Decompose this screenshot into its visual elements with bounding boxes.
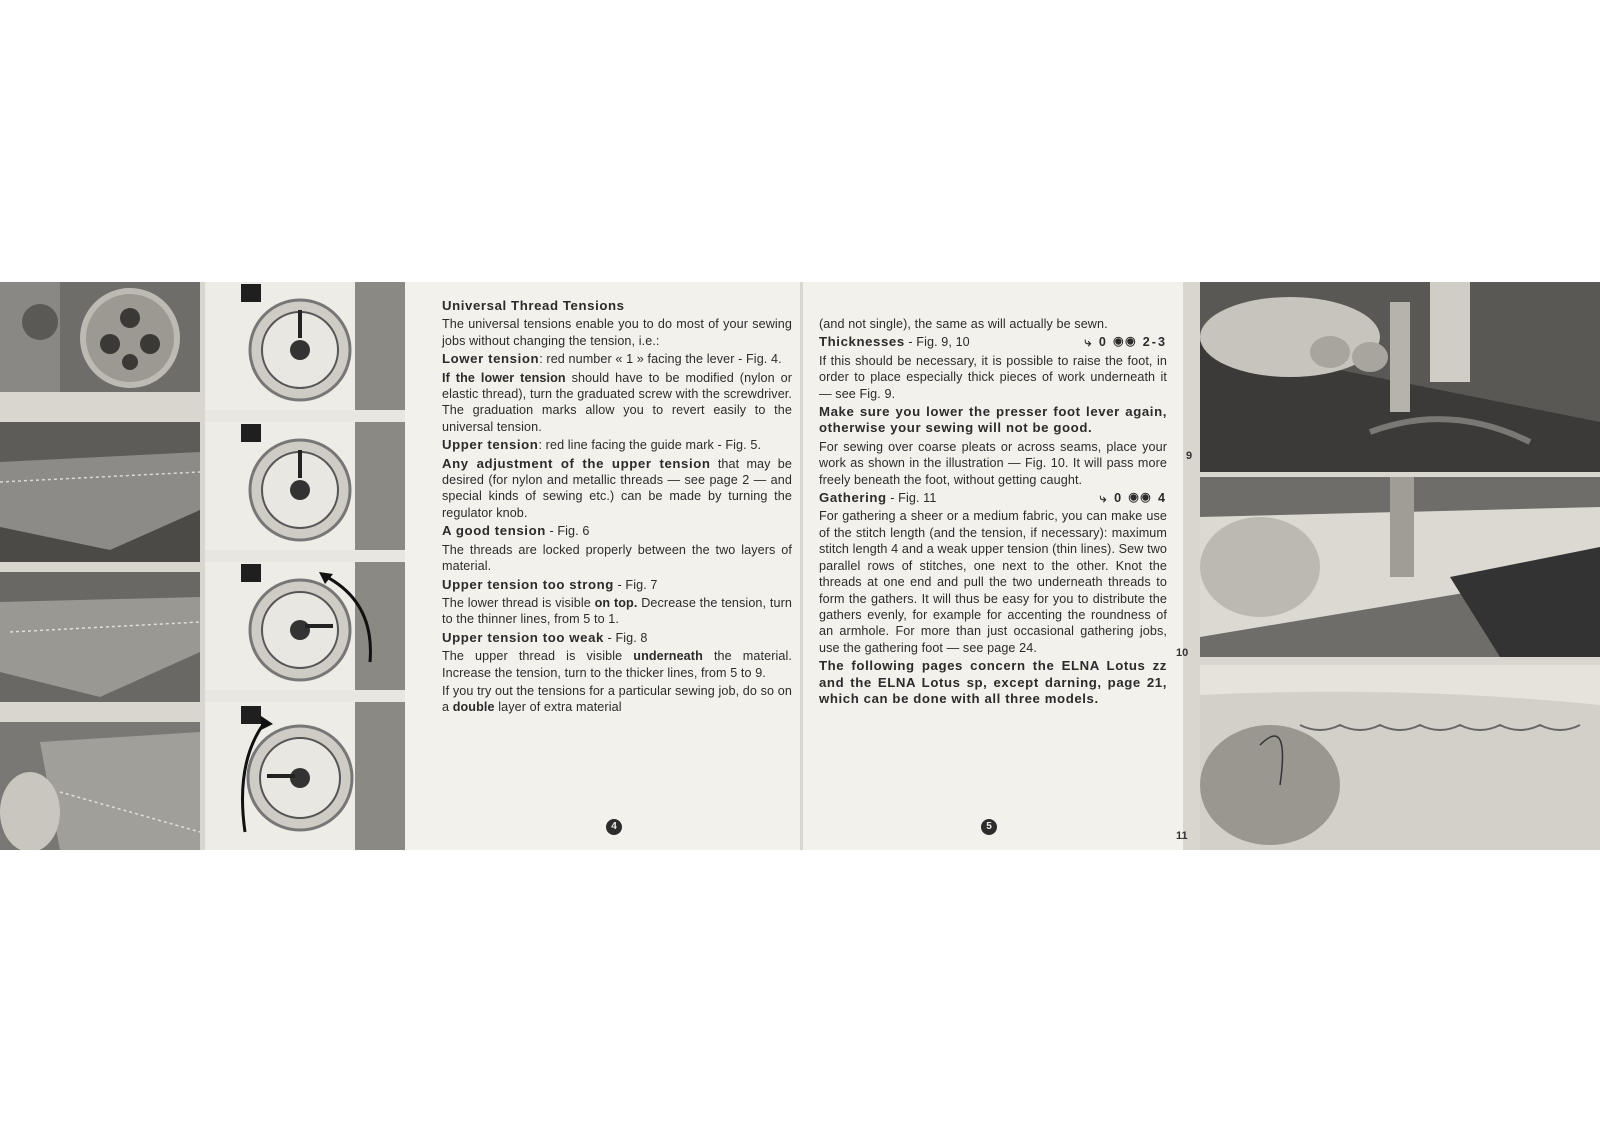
thicknesses-heading: Thicknesses - Fig. 9, 10 ⤷ 0 ◉◉ 2-3 — [819, 334, 1167, 350]
too-weak-heading: Upper tension too weak - Fig. 8 — [442, 629, 648, 645]
intro-paragraph: The universal tensions enable you to do most of your sewing jobs without changing the tension, i.e.: — [442, 317, 792, 348]
dial-photo-fig7 — [205, 562, 405, 690]
continued-text: (and not single), the same as will actually be sewn. — [819, 317, 1108, 331]
manual-spread — [0, 282, 1600, 850]
page-number-4: 4 — [606, 819, 622, 835]
fig-number-9: 9 — [1186, 450, 1193, 462]
too-weak-text: The upper thread is visible underneath the material. Increase the tension, turn to the thicker lines, from 5 to 9. — [442, 649, 792, 680]
fig-number-11: 11 — [1176, 830, 1188, 842]
page-5-text — [819, 316, 1167, 709]
left-photo-column — [0, 282, 200, 850]
make-sure-warning: Make sure you lower the presser foot lever again, otherwise your sewing will not be good. — [819, 404, 1167, 436]
fabric-photo-good-tension — [0, 422, 200, 562]
sewing-photo-fig10 — [1200, 477, 1600, 657]
stitch-setting-symbol: ⤷ 0 ◉◉ 4 — [1099, 491, 1167, 506]
lower-tension-paragraph: Lower tension: red number « 1 » facing the lever - Fig. 4. — [442, 351, 782, 367]
thicknesses-text: If this should be necessary, it is possible to raise the foot, in order to place especially thick pieces of work underneath it — see Fig. 9. — [819, 353, 1167, 401]
fig-number-10: 10 — [1176, 647, 1189, 659]
sewing-photo-fig11 — [1200, 665, 1600, 850]
dial-photo-fig6 — [205, 422, 405, 550]
good-tension-heading: A good tension - Fig. 6 — [442, 523, 590, 539]
good-tension-text: The threads are locked properly between the two layers of material. — [442, 542, 792, 574]
tryout-text: If you try out the tensions for a particular sewing job, do so on a double layer of extra material — [442, 683, 792, 715]
manual-page-5 — [803, 282, 1183, 850]
coarse-pleats-text: For sewing over coarse pleats or across seams, place your work as shown in the illustration — Fig. 10. It will pass more freely beneath the foot, without getting caught. — [819, 439, 1167, 487]
any-adjustment-paragraph: Any adjustment of the upper tension that may be desired (for nylon and metallic threads — see page 2 — and special kinds of sewing etc.) can be made by turning the regulator knob. — [442, 455, 793, 520]
gathering-heading: Gathering - Fig. 11 ⤷ 0 ◉◉ 4 — [819, 490, 1167, 506]
gathering-text: For gathering a sheer or a medium fabric, you can make use of the stitch length (and the tension, if necessary): maximum stitch length 4 and a weak upper tension (thin lines). Sew two parallel rows of stitches, one next to the other. Knot the threads at one end and pull the two underneath threads to form the gathers. It will thus be easy for you to distribute the gathers evenly, for example for accenting the roundness of an armhole. For more than just occasional gathering jobs, use the gathering foot — see page 24. — [819, 509, 1167, 655]
dial-photo-column — [205, 282, 405, 850]
dial-photo-fig4-5 — [205, 282, 405, 410]
stitch-setting-symbol: ⤷ 0 ◉◉ 2-3 — [1084, 335, 1167, 350]
bobbin-photo — [0, 282, 200, 392]
page-number-5: 5 — [981, 819, 997, 835]
fabric-photo-too-weak — [0, 722, 200, 850]
sewing-photo-fig9 — [1200, 282, 1600, 472]
too-strong-text: The lower thread is visible on top. Decrease the tension, turn to the thinner lines, from 5 to 1. — [442, 595, 792, 627]
if-lower-tension-paragraph: If the lower tension should have to be modified (nylon or elastic thread), turn the graduated screw with the screwdriver. The graduation marks allow you to revert easily to the universal tension. — [442, 370, 792, 434]
right-photo-column — [1200, 282, 1600, 850]
upper-tension-paragraph: Upper tension: red line facing the guide mark - Fig. 5. — [442, 437, 762, 453]
manual-page-4 — [405, 282, 800, 850]
page-4-text — [442, 298, 792, 718]
section-title: Universal Thread Tensions — [442, 298, 625, 313]
fabric-photo-too-strong — [0, 572, 200, 702]
too-strong-heading: Upper tension too strong - Fig. 7 — [442, 576, 658, 592]
following-pages-note: The following pages concern the ELNA Lotus zz and the ELNA Lotus sp, except darning, page 21, which can be done with all three models. — [819, 658, 1167, 706]
dial-photo-fig8 — [205, 702, 405, 850]
